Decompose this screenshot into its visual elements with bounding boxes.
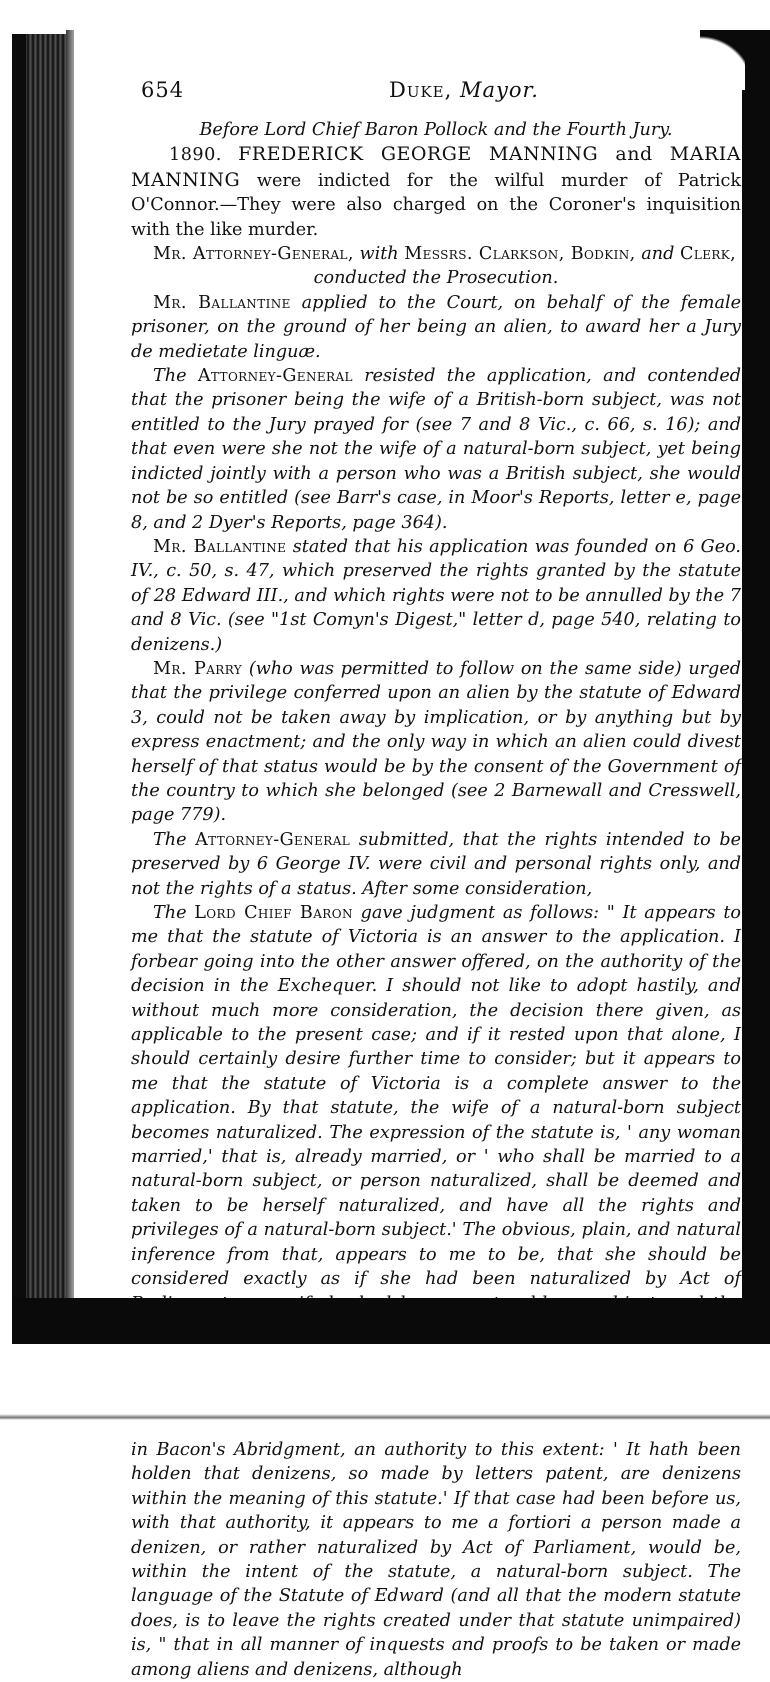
paragraph-attorney-general-submits xyxy=(131,828,741,901)
speaker-name: Mr. Ballantine xyxy=(153,292,291,313)
speaker-article: The xyxy=(153,903,187,923)
page-header xyxy=(131,78,741,108)
scan-border-right xyxy=(742,30,770,1300)
paragraph-lord-chief-baron-judgment xyxy=(131,901,741,1682)
running-head xyxy=(389,78,539,102)
case-heading xyxy=(131,142,741,242)
speaker-article: The xyxy=(153,829,187,850)
scan-margin-bottom xyxy=(0,1344,770,1435)
counsel-role: conducted the Prosecution. xyxy=(313,268,559,289)
defendant-names: FREDERICK GEORGE MANNING and MARIA MANNING xyxy=(131,143,742,191)
page-number: 654 xyxy=(141,78,185,102)
paragraph-text: resisted the application, and contended that the prisoner being the wife of a British-born subject, was not entitled to the Jury prayed for (see 7 and 8 Vic., c. 66, s. 16); and that even were she not the wife of a natural-born subject, yet being indicted jointly with a person who was a British subject, she would not be so entitled (see Barr's case, in Moor's Reports, letter e, page 8, and 2 Dyer's Reports, page 364). xyxy=(131,366,742,533)
page-content xyxy=(131,78,741,1682)
tribunal-line: Before Lord Chief Baron Pollock and the Fourth Jury. xyxy=(199,120,673,140)
running-head-name: Duke, xyxy=(389,78,453,102)
charge-text: were indicted for the wilful murder of Patrick O'Connor.—They were also charged on the Coroner's inquisition with the like murder. xyxy=(131,170,742,240)
scan-margin-top xyxy=(0,0,770,32)
paragraph-text: stated that his application was founded on 6 Geo. IV., c. 50, s. 47, which preserved the rights granted by the statute of 28 Edward III., and which rights were not to be annulled by the 7 and 8 Vic. (see "1st Comyn's Digest," letter d, page 540, relating to denizens.) xyxy=(131,536,741,655)
counsel-last: Clerk, xyxy=(679,244,737,265)
speaker-name: Lord Chief Baron xyxy=(194,903,353,923)
book-page xyxy=(74,30,742,1680)
counsel-with: with xyxy=(359,244,399,265)
speaker-name: Attorney-General xyxy=(195,829,351,850)
paragraph-text: gave judgment as follows: " It appears to me that the statute of Victoria is an answer to the application. I forbear going into the other answer offered, on the authority of the decision in the Exchequer. I should not like to adopt hastily, and without much more consideration, the decision there given, as applicable to the present case; and if it rested upon that alone, I should certainly desire further time to consider; but it appears to me that the statute of Victoria is a complete answer to the application. By that statute, the wife of a natural-born subject becomes naturalized. The expression of the statute is, ' any woman married,' that is, already married, or ' who shall be married to a natural-born subject, or person naturalized, shall be deemed and taken to be herself naturalized, and have all the rights and privileges of a natural-born subject.' The obvious, plain, and natural inference from that, appears to me to be, that she should be considered exactly as if she had been naturalized by Act of in Bacon's Abridgment, an authority to this extent: ' It hath been holden that denizens, so made by letters patent, are denizens within the meaning of this statute.' If that case had been before us, with that authority, it appears to me a fortiori a person made a denizen, or rather naturalized by Act of Parliament, would be, within the intent of the statute, a natural-born subject. The language of the Statute of Edward (and all that the modern statute does, is to leave the rights created under that statute unimpaired) is, " that in all manner of inquests and proofs to be taken or made among aliens and denizens, although xyxy=(131,903,742,1680)
page-corner-curl xyxy=(700,30,745,90)
book-spine-shadow xyxy=(12,34,26,1300)
case-number: 1890. xyxy=(169,145,222,166)
paragraph-text: submitted, that the rights intended to be preserved by 6 George IV. were civil and personal rights only, and not the rights of a status. After some consideration, xyxy=(131,829,742,899)
counsel-juniors: Messrs. Clarkson, Bodkin, xyxy=(404,244,636,265)
speaker-article: The xyxy=(153,366,187,387)
counsel-and: and xyxy=(641,244,675,265)
speaker-name: Mr. Ballantine xyxy=(153,536,287,557)
paragraph-parry-argument xyxy=(131,657,741,828)
paragraph-text: applied to the Court, on behalf of the female prisoner, on the ground of her being an alien, to award her a Jury de medietate linguæ. xyxy=(131,292,741,362)
paragraph-text: (who was permitted to follow on the same side) urged that the privilege conferred upon an alien by the statute of Edward 3, could not be taken away by implication, or by anything but by express enactment; and the only way in which an alien could divest herself of that status would be by the consent of the Government of the country to which she belonged (see 2 Barnewall and Cresswell, page 779). xyxy=(131,658,741,826)
paragraph-ballantine-statement xyxy=(131,535,741,657)
scan-border-bottom xyxy=(12,1298,770,1344)
paragraph-ballantine-application xyxy=(131,291,741,364)
running-head-role: Mayor. xyxy=(460,78,539,102)
counsel-lead: Mr. Attorney-General, xyxy=(153,244,354,265)
speaker-name: Mr. Parry xyxy=(153,658,243,679)
paragraph-attorney-general-resists xyxy=(131,364,741,535)
speaker-name: Attorney-General xyxy=(197,366,353,387)
scan-artifact-line xyxy=(0,1414,770,1420)
counsel-line xyxy=(131,242,741,266)
